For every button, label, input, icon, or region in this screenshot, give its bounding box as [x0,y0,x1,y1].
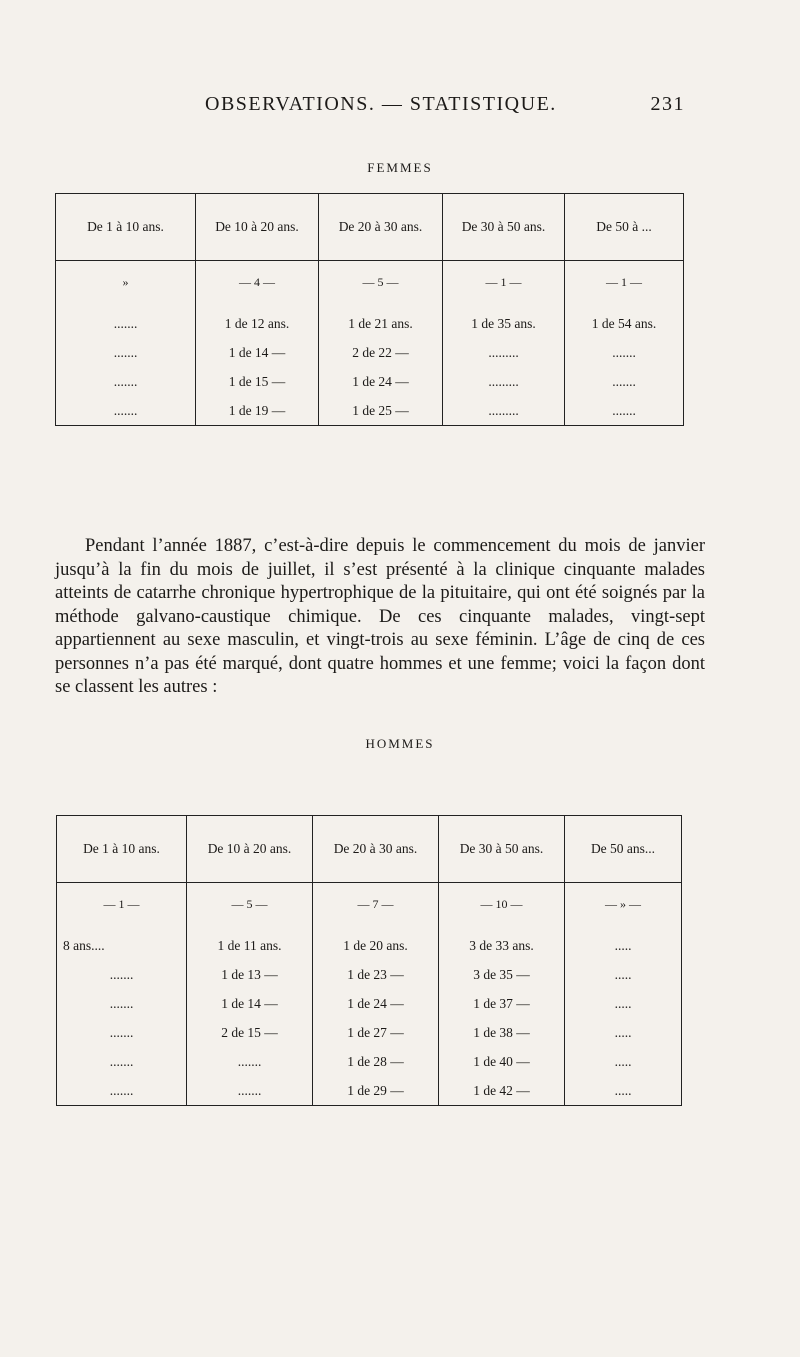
table-cell: ......... [443,396,565,426]
table-cell: 3 de 35 — [439,960,565,989]
table-cell: 1 de 14 — [196,338,319,367]
table-cell: ....... [56,396,196,426]
table-cell: 1 de 40 — [439,1047,565,1076]
column-header: De 10 à 20 ans. [196,194,319,261]
table-cell: ....... [57,1047,187,1076]
column-header: De 20 à 30 ans. [313,816,439,883]
table-cell: ..... [614,995,632,1011]
table-cell: 1 de 14 — [187,989,313,1018]
table-cell: ..... [614,1082,632,1098]
running-head [205,93,685,115]
table-row [57,960,682,989]
table-cell: 1 de 12 ans. [196,309,319,338]
table-cell: ....... [57,960,187,989]
column-header: De 50 à ... [565,194,684,261]
table-row [56,309,684,338]
table-cell: 1 de 24 — [313,989,439,1018]
column-header: De 20 à 30 ans. [319,194,443,261]
table-cell: ..... [614,966,632,982]
table-row [57,1076,682,1106]
count-cell: — 5 — [319,261,443,310]
table-cell: ....... [187,1076,313,1106]
table-cell: 3 de 33 ans. [439,931,565,960]
table-cell: 1 de 29 — [313,1076,439,1106]
table-cell: 1 de 20 ans. [313,931,439,960]
count-cell: — 7 — [313,883,439,932]
column-header: De 10 à 20 ans. [187,816,313,883]
hommes-table-caption: HOMMES [365,736,435,751]
table-cell: 1 de 15 — [196,367,319,396]
count-cell: — 10 — [439,883,565,932]
table-row [57,931,682,960]
table-cell: 1 de 21 ans. [319,309,443,338]
column-header: De 50 ans... [565,816,682,883]
table-cell: 1 de 42 — [439,1076,565,1106]
body-paragraph [55,535,705,700]
table-cell: 8 ans.... [57,931,187,960]
table-cell: 1 de 23 — [313,960,439,989]
table-cell: ......... [443,367,565,396]
table-cell: 2 de 22 — [319,338,443,367]
count-cell: — 1 — [443,261,565,310]
table-cell: ....... [612,373,636,389]
table-cell: ..... [614,1053,632,1069]
table-cell: ....... [57,989,187,1018]
count-cell: — 5 — [187,883,313,932]
count-row [56,261,684,310]
table-cell: ....... [612,344,636,360]
table-row [56,338,684,367]
column-header: De 30 à 50 ans. [439,816,565,883]
femmes-table-caption: FEMMES [367,160,433,175]
table-cell: 1 de 28 — [313,1047,439,1076]
table-cell: 1 de 24 — [319,367,443,396]
table-cell: 1 de 38 — [439,1018,565,1047]
table-cell: ....... [56,338,196,367]
count-cell: — » — [605,897,641,911]
table-cell: ..... [614,1024,632,1040]
table-cell: ....... [57,1076,187,1106]
table-cell: ..... [614,937,632,953]
count-cell: — 4 — [196,261,319,310]
paragraph-text: Pendant l’année 1887, c’est-à-dire depuis le commencement du mois de janvier jusqu’à la fin du mois de juillet, il s’est présenté à la clinique cinquante malades atteints de catarrhe chronique hypertrophique de la pituitaire, qui ont été soignés par la méthode galvano-caustique chimique. De ces cinquante malades, vingt-sept appartiennent au sexe masculin, et vingt-trois au sexe féminin. L’âge de cinq de ces personnes n’a pas été marqué, dont quatre hommes et une femme; voici la façon dont se classent les autres : [55,536,705,697]
table-cell: ....... [612,402,636,418]
column-header: De 1 à 10 ans. [57,816,187,883]
table-cell: 1 de 37 — [439,989,565,1018]
table-cell: ....... [187,1047,313,1076]
table-cell: 1 de 27 — [313,1018,439,1047]
table-header-row [57,816,682,883]
count-row [57,883,682,932]
count-cell: — 1 — [606,275,642,289]
table-cell: 1 de 19 — [196,396,319,426]
table-cell: 2 de 15 — [187,1018,313,1047]
count-cell: » [56,261,196,310]
table-row [56,367,684,396]
table-row [57,989,682,1018]
table-cell: ....... [57,1018,187,1047]
table-cell: ......... [443,338,565,367]
page-number: 231 [650,93,685,115]
femmes-age-table [55,193,684,426]
table-cell: ....... [56,309,196,338]
column-header: De 30 à 50 ans. [443,194,565,261]
table-cell: ....... [56,367,196,396]
hommes-age-table [56,815,682,1106]
table-cell: 1 de 54 ans. [591,315,657,331]
table-row [57,1018,682,1047]
table-cell: 1 de 13 — [187,960,313,989]
column-header: De 1 à 10 ans. [56,194,196,261]
count-cell: — 1 — [57,883,187,932]
table-cell: 1 de 25 — [319,396,443,426]
table-cell: 1 de 11 ans. [187,931,313,960]
running-head-title: OBSERVATIONS. — STATISTIQUE. [205,93,557,115]
table-header-row [56,194,684,261]
table-row [56,396,684,426]
table-cell: 1 de 35 ans. [443,309,565,338]
table-row [57,1047,682,1076]
